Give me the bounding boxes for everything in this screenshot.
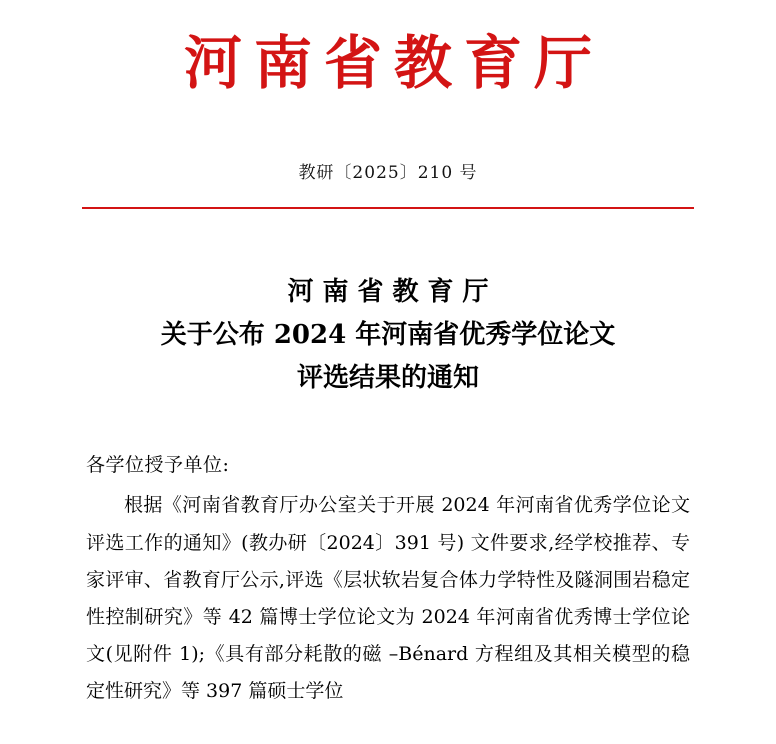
title-line-issuer: 河南省教育厅: [287, 277, 498, 307]
salutation-text: 各学位授予单位:: [86, 454, 230, 477]
title-line-subject: 关于公布 2024 年河南省优秀学位论文: [160, 320, 616, 351]
red-divider-rule: [82, 207, 694, 209]
title-block: [86, 271, 690, 400]
document-number: 教研〔2025〕210 号: [298, 163, 478, 183]
masthead-title: 河南省教育厅: [183, 29, 604, 97]
body-paragraph: 根据《河南省教育厅办公室关于开展 2024 年河南省优秀学位论文评选工作的通知》(教办研〔2024〕391 号) 文件要求,经学校推荐、专家评审、省教育厅公示,评选《层状软岩复合体力学特性及隧洞围岩稳定性控制研究》等 42 篇博士学位论文为 2024 年河南省优秀博士学位论文(见附件 1);《具有部分耗散的磁 –Bénard 方程组及其相关模型的稳定性研究》等 397 篇硕士学位: [86, 494, 690, 702]
title-line-subject-continued: 评选结果的通知: [296, 363, 479, 394]
